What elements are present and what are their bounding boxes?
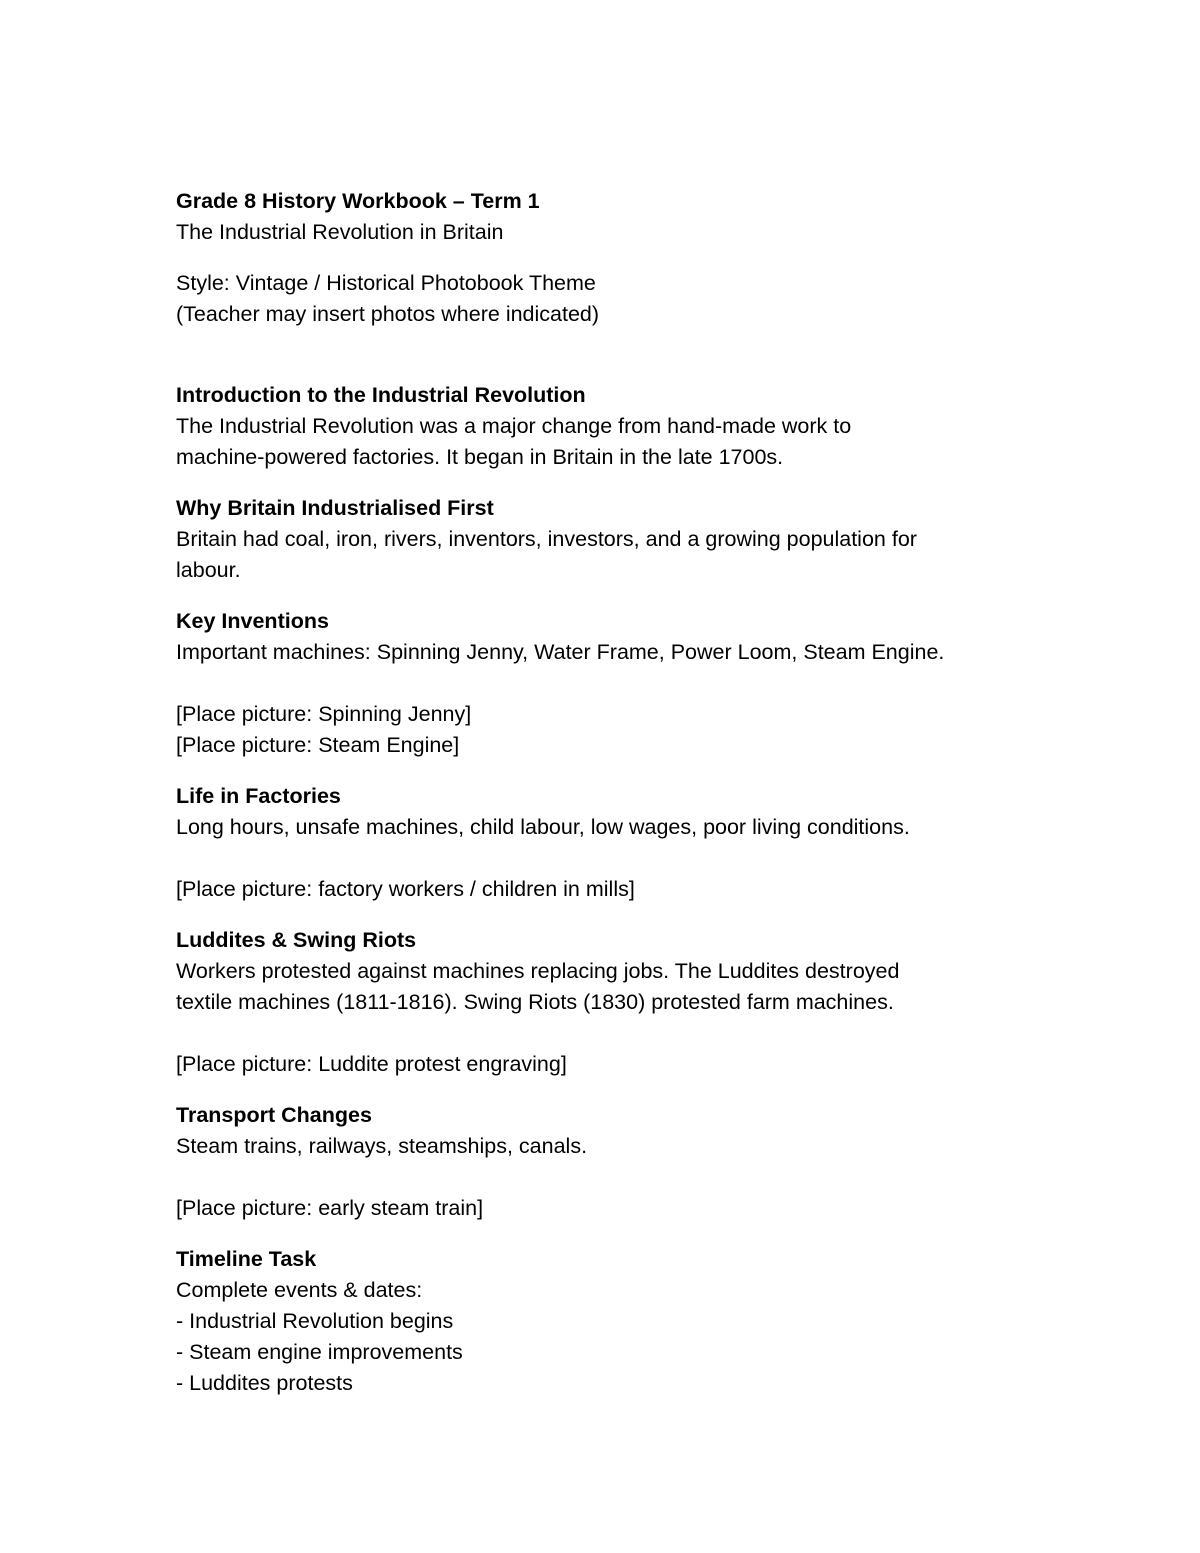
teacher-note: (Teacher may insert photos where indicated) bbox=[176, 302, 600, 326]
section-timeline-task bbox=[176, 1244, 1076, 1399]
picture-placeholder: [Place picture: factory workers / children in mills] bbox=[176, 877, 635, 901]
section-heading: Luddites & Swing Riots bbox=[176, 928, 417, 952]
section-text: Important machines: Spinning Jenny, Water Frame, Power Loom, Steam Engine. bbox=[176, 640, 945, 664]
section-text: machine-powered factories. It began in Britain in the late 1700s. bbox=[176, 445, 784, 469]
section-heading: Introduction to the Industrial Revolution bbox=[176, 383, 586, 407]
section-text: Britain had coal, iron, rivers, inventors, investors, and a growing population for bbox=[176, 527, 917, 551]
section-text: Steam trains, railways, steamships, canals. bbox=[176, 1134, 588, 1158]
document-title: Grade 8 History Workbook – Term 1 bbox=[176, 189, 540, 213]
list-item: - Steam engine improvements bbox=[176, 1340, 463, 1364]
section-life-in-factories bbox=[176, 781, 1076, 905]
style-line: Style: Vintage / Historical Photobook Theme bbox=[176, 271, 596, 295]
section-text: Complete events & dates: bbox=[176, 1278, 423, 1302]
section-key-inventions bbox=[176, 606, 1076, 761]
workbook-content bbox=[176, 186, 1076, 1399]
section-heading: Why Britain Industrialised First bbox=[176, 496, 494, 520]
picture-placeholder: [Place picture: Steam Engine] bbox=[176, 733, 460, 757]
section-text: Workers protested against machines replacing jobs. The Luddites destroyed bbox=[176, 959, 900, 983]
section-text: Long hours, unsafe machines, child labour, low wages, poor living conditions. bbox=[176, 815, 910, 839]
section-transport bbox=[176, 1100, 1076, 1224]
list-item: - Industrial Revolution begins bbox=[176, 1309, 454, 1333]
section-heading: Life in Factories bbox=[176, 784, 341, 808]
section-why-britain bbox=[176, 493, 1076, 586]
section-heading: Transport Changes bbox=[176, 1103, 372, 1127]
section-text: labour. bbox=[176, 558, 241, 582]
picture-placeholder: [Place picture: early steam train] bbox=[176, 1196, 484, 1220]
section-heading: Key Inventions bbox=[176, 609, 329, 633]
section-text: The Industrial Revolution was a major change from hand-made work to bbox=[176, 414, 852, 438]
section-luddites bbox=[176, 925, 1076, 1080]
document-subtitle: The Industrial Revolution in Britain bbox=[176, 220, 504, 244]
section-heading: Timeline Task bbox=[176, 1247, 317, 1271]
section-introduction bbox=[176, 380, 1076, 473]
section-text: textile machines (1811-1816). Swing Riots (1830) protested farm machines. bbox=[176, 990, 894, 1014]
picture-placeholder: [Place picture: Luddite protest engraving] bbox=[176, 1052, 567, 1076]
document-header bbox=[176, 186, 1076, 330]
picture-placeholder: [Place picture: Spinning Jenny] bbox=[176, 702, 472, 726]
list-item: - Luddites protests bbox=[176, 1371, 353, 1395]
